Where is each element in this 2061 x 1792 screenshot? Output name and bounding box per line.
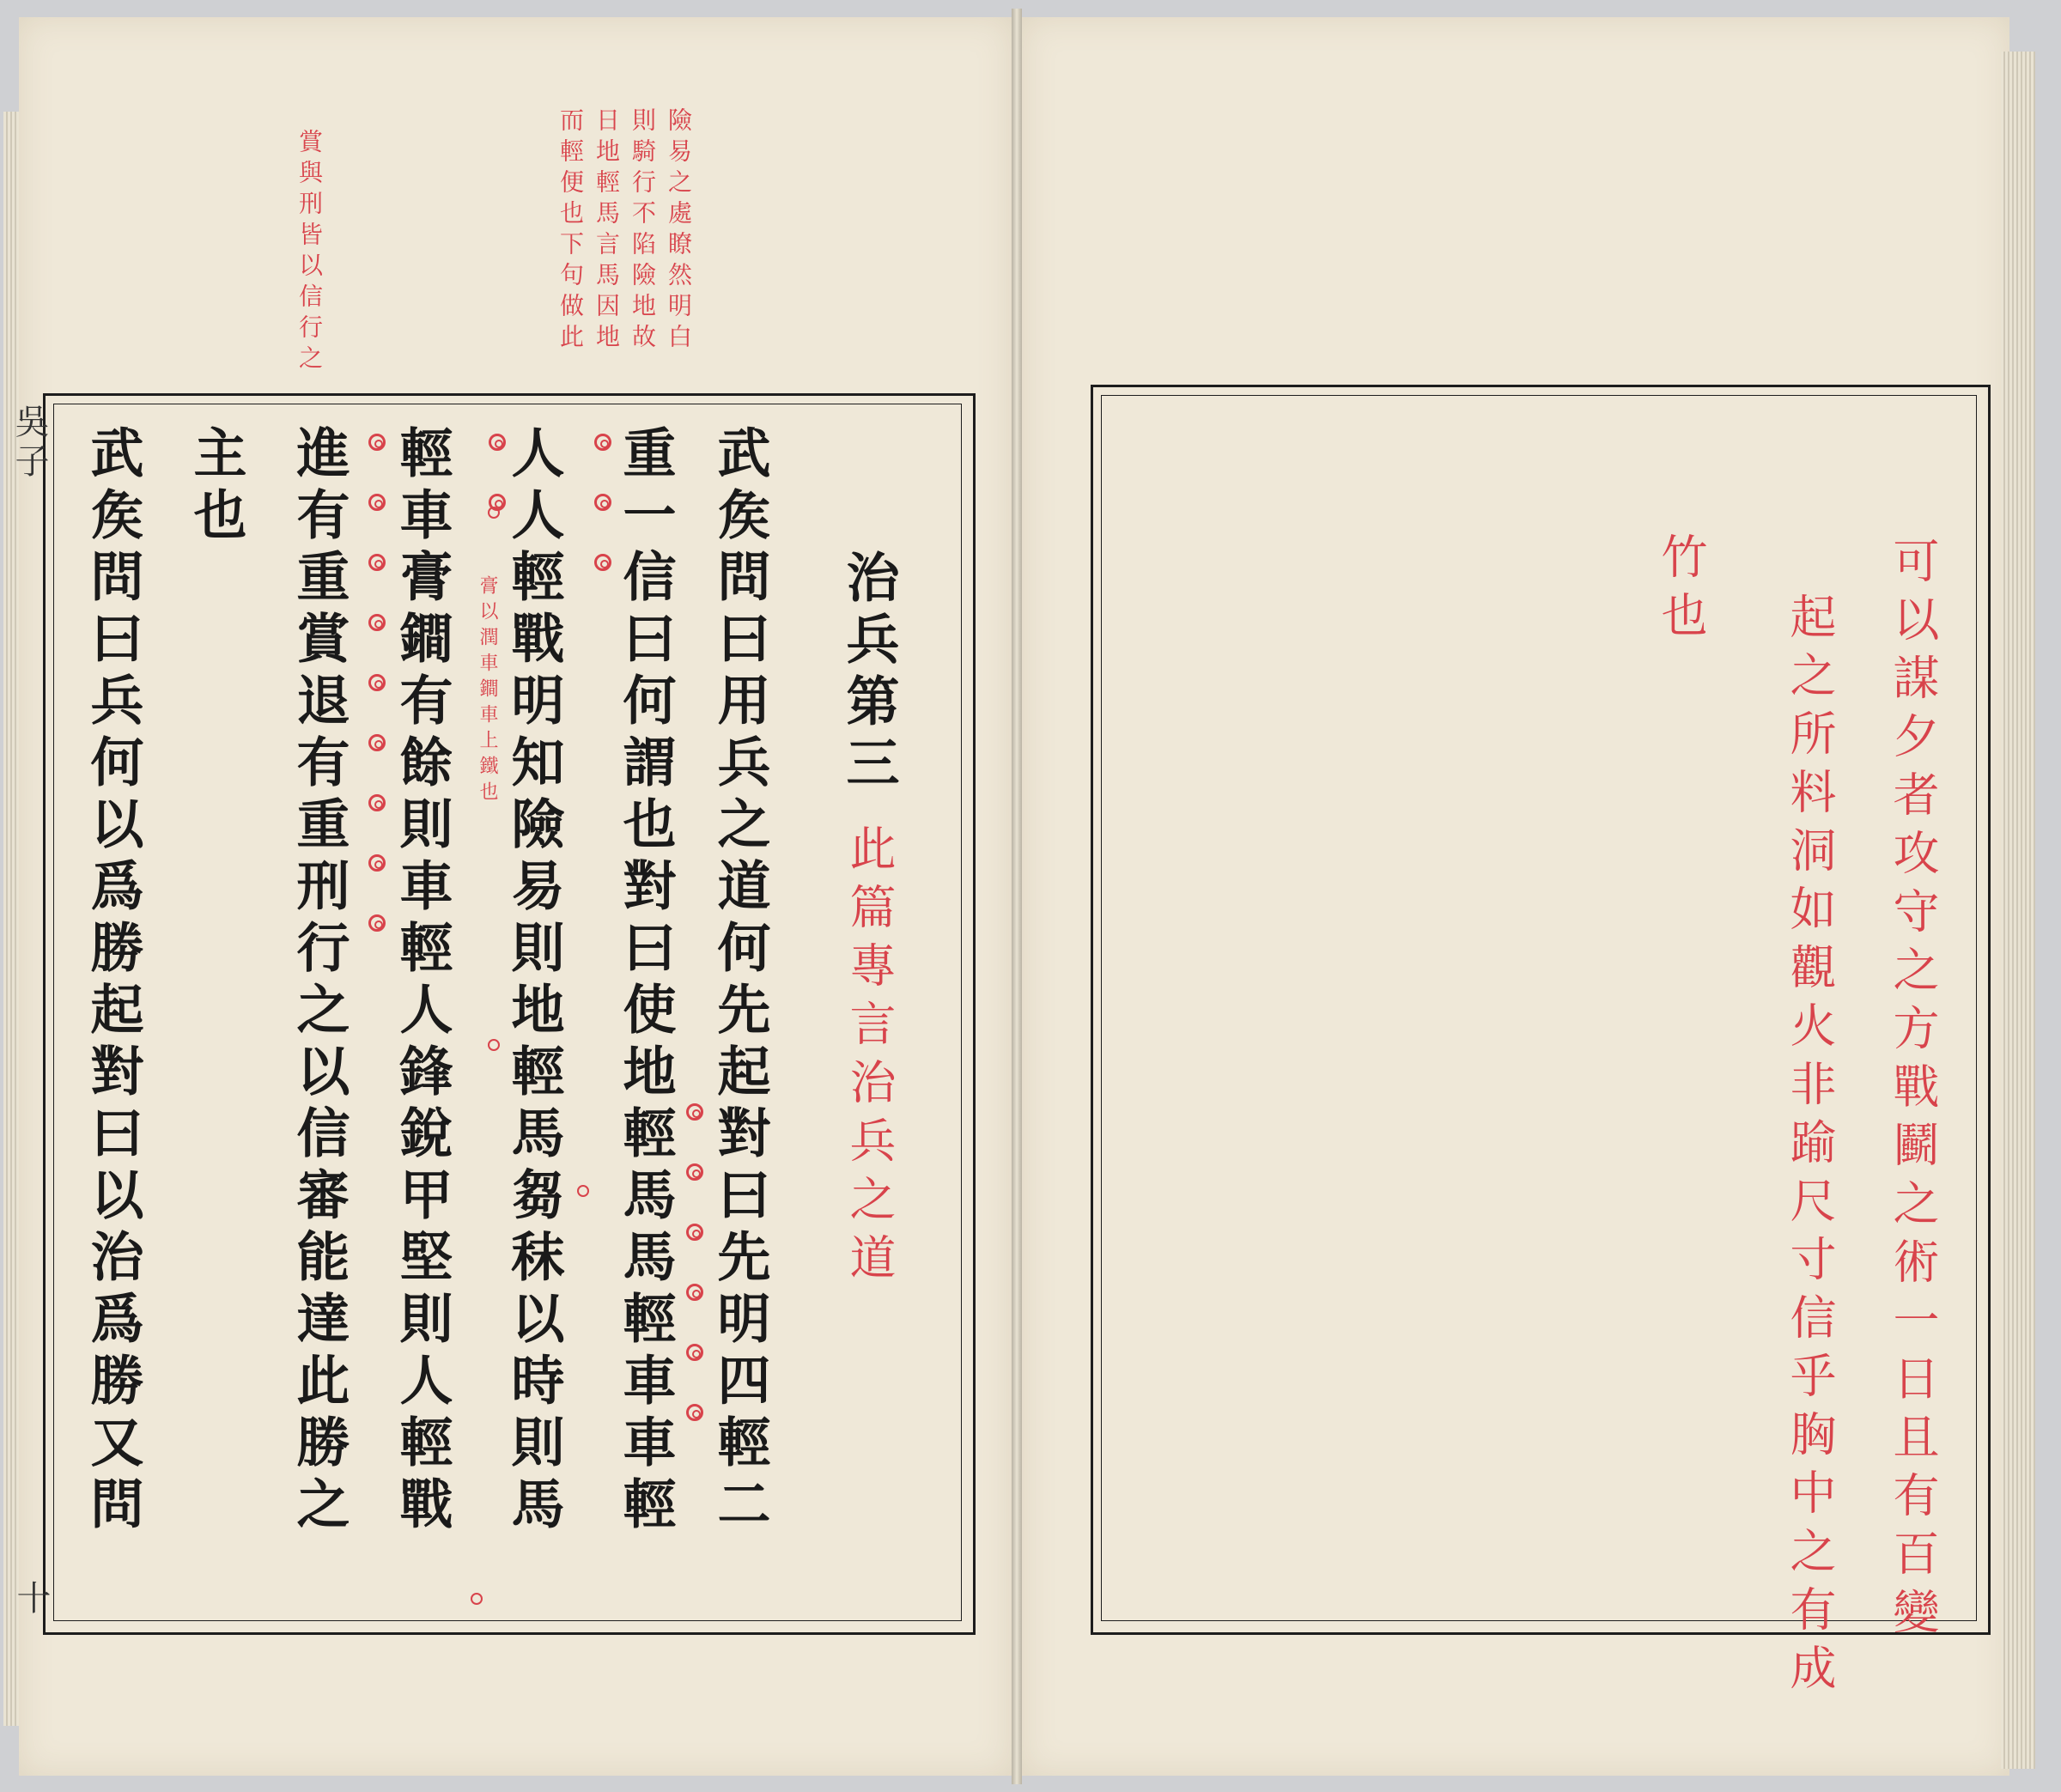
text-column-1: 武矦問曰用兵之道何先起對曰先明四輕二: [708, 425, 771, 1538]
text-column-7: 武矦問曰兵何以爲勝起對曰以治爲勝又問: [82, 425, 144, 1538]
small-circle-mark: [471, 1593, 483, 1605]
top-note: 日地輕馬言馬因地: [593, 107, 621, 355]
text-column-2: 重一信曰何謂也對曰使地輕馬馬輕車車輕: [614, 425, 677, 1538]
commentary-column-2: 起之所料洞如觀火非踰尺寸信乎胸中之有成: [1783, 592, 1837, 1702]
top-note: 賞與刑皆以信行之: [295, 129, 324, 376]
top-note: 險易之處瞭然明白: [665, 107, 693, 355]
emphasis-marks: [683, 1103, 707, 1464]
inline-note: 膏以潤車鐧車上鐵也: [477, 575, 498, 807]
book-spine: [1012, 9, 1022, 1784]
page-edge-left: [3, 112, 21, 1726]
commentary-column-1: 可以謀夕者攻守之方戰鬬之術一日且有百變: [1886, 537, 1940, 1646]
page-edge-right: [2001, 52, 2035, 1769]
top-note: 而輕便也下句做此: [556, 107, 585, 355]
emphasis-marks: [365, 434, 389, 975]
top-note: 則騎行不陷險地故: [629, 107, 657, 355]
text-column-6: 主也: [185, 425, 247, 549]
text-column-3: 人人輕戰明知險易則地輕馬芻秣以時則馬: [502, 425, 565, 1538]
text-column-4: 輕車膏鐧有餘則車輕人鋒銳甲堅則人輕戰: [391, 425, 453, 1538]
text-column-5: 進有重賞退有重刑行之以信審能達此勝之: [288, 425, 350, 1538]
commentary-column-3: 竹也: [1654, 532, 1708, 649]
emphasis-marks: [485, 434, 509, 554]
chapter-title: 治兵第三: [837, 550, 900, 797]
margin-label: 吳子: [9, 404, 49, 483]
emphasis-marks: [591, 434, 615, 614]
folio-number: 十: [11, 1580, 51, 1614]
small-circle-mark: [488, 1039, 500, 1051]
small-circle-mark: [488, 507, 500, 519]
chapter-note: 此篇專言治兵之道: [842, 824, 897, 1291]
small-circle-mark: [577, 1185, 589, 1197]
right-page-inner-frame: [1101, 395, 1977, 1621]
